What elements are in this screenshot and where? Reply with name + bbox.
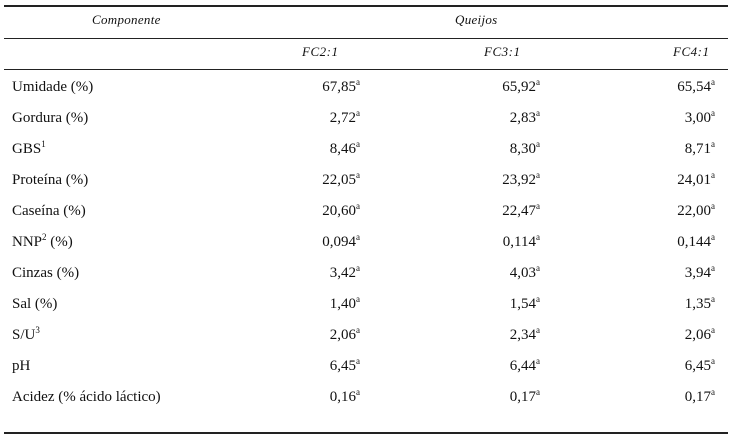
cell-value [685,141,715,158]
significance-letter: a [536,170,540,180]
significance-letter: a [711,387,715,397]
cell-value [510,141,540,158]
cell-value [685,265,715,282]
cell-value [330,358,360,375]
cell-number: 0,114 [502,234,536,250]
row-label [12,141,46,158]
row-label-text: S/U [12,327,36,343]
cell-value [330,141,360,158]
cell-number: 6,44 [509,358,536,374]
significance-letter: a [711,325,715,335]
row-label-suffix: (%) [46,234,73,250]
cell-value [322,234,360,251]
row-label [12,79,93,96]
cell-value [503,234,540,251]
cell-value [502,79,540,96]
footnote-marker: 3 [35,325,40,335]
table-row [0,382,732,413]
cell-value [685,358,715,375]
column-header-rule [4,69,728,70]
table-row [0,320,732,351]
significance-letter: a [356,139,360,149]
cell-value [510,265,540,282]
cell-number: 22,00 [677,203,711,219]
significance-letter: a [356,356,360,366]
significance-letter: a [711,263,715,273]
cell-number: 4,03 [509,265,536,281]
row-label [12,203,86,220]
cell-value [330,389,360,406]
significance-letter: a [711,294,715,304]
significance-letter: a [536,294,540,304]
significance-letter: a [356,77,360,87]
cell-number: 2,72 [329,110,356,126]
component-header: Componente [92,12,161,27]
cell-number: 3,42 [329,265,356,281]
cell-value [502,172,540,189]
cheese-group-header: Queijos [455,12,498,27]
cell-value [510,110,540,127]
cell-number: 8,46 [329,141,356,157]
cell-value [510,327,540,344]
column-header-fc4: FC4:1 [673,44,710,59]
table-row [0,289,732,320]
cell-number: 1,35 [684,296,711,312]
header-rule [4,38,728,39]
cell-value [330,296,360,313]
cell-number: 0,16 [329,389,356,405]
row-label-text: Proteína (%) [12,172,89,188]
cell-number: 0,17 [509,389,536,405]
significance-letter: a [356,108,360,118]
cell-value [510,296,540,313]
significance-letter: a [711,139,715,149]
cell-value [677,79,715,96]
cell-number: 8,71 [684,141,711,157]
row-label-text: Gordura (%) [12,110,89,126]
column-header-fc3: FC3:1 [484,44,521,59]
cell-value [677,234,715,251]
row-label-text: Cinzas (%) [12,265,80,281]
significance-letter: a [711,201,715,211]
table-row [0,258,732,289]
cell-number: 2,06 [329,327,356,343]
cell-value [510,389,540,406]
significance-letter: a [356,170,360,180]
row-label-text: Caseína (%) [12,203,86,219]
significance-letter: a [711,108,715,118]
significance-letter: a [711,232,715,242]
significance-letter: a [711,356,715,366]
significance-letter: a [536,232,540,242]
row-label-text: GBS [12,141,42,157]
row-label [12,296,57,313]
table-row [0,196,732,227]
significance-letter: a [536,77,540,87]
row-label [12,265,79,282]
row-label [12,234,73,251]
significance-letter: a [536,201,540,211]
table-row [0,103,732,134]
significance-letter: a [536,325,540,335]
cell-value [685,296,715,313]
significance-letter: a [536,139,540,149]
footnote-marker: 1 [41,139,46,149]
table-top-rule [4,5,728,7]
cell-number: 8,30 [509,141,536,157]
cell-value [322,79,360,96]
cell-number: 6,45 [684,358,711,374]
cell-number: 65,92 [502,79,536,95]
cell-value [677,172,715,189]
cell-value [322,203,360,220]
cell-value [322,172,360,189]
cell-number: 22,05 [322,172,356,188]
row-label [12,110,88,127]
row-label [12,358,30,375]
cell-number: 22,47 [502,203,536,219]
cell-number: 0,17 [684,389,711,405]
significance-letter: a [536,108,540,118]
table-row [0,227,732,258]
cell-number: 6,45 [329,358,356,374]
cell-number: 1,54 [509,296,536,312]
cell-number: 0,094 [322,234,356,250]
table-row [0,134,732,165]
cell-number: 2,34 [509,327,536,343]
significance-letter: a [711,77,715,87]
cell-number: 3,00 [684,110,711,126]
row-label-text: Acidez (% ácido láctico) [12,389,161,405]
table-row [0,165,732,196]
row-label [12,389,161,406]
row-label-text: Umidade (%) [12,79,94,95]
footnote-marker: 2 [42,232,47,242]
cell-value [330,110,360,127]
row-label-text: Sal (%) [12,296,58,312]
significance-letter: a [356,201,360,211]
row-label [12,172,88,189]
cell-value [685,327,715,344]
table-row [0,351,732,382]
cell-value [685,389,715,406]
cell-number: 2,83 [509,110,536,126]
cell-number: 65,54 [677,79,711,95]
significance-letter: a [356,232,360,242]
significance-letter: a [536,263,540,273]
cell-number: 1,40 [329,296,356,312]
significance-letter: a [711,170,715,180]
row-label-text: NNP [12,234,43,250]
cell-number: 2,06 [684,327,711,343]
cell-number: 23,92 [502,172,536,188]
significance-letter: a [356,325,360,335]
column-header-fc2: FC2:1 [302,44,339,59]
cell-value [677,203,715,220]
row-label-text: pH [12,358,31,374]
cell-number: 3,94 [684,265,711,281]
cell-number: 24,01 [677,172,711,188]
cell-value [502,203,540,220]
significance-letter: a [536,387,540,397]
cell-value [330,265,360,282]
cell-number: 67,85 [322,79,356,95]
significance-letter: a [356,263,360,273]
significance-letter: a [536,356,540,366]
cell-value [510,358,540,375]
significance-letter: a [356,387,360,397]
significance-letter: a [356,294,360,304]
table-bottom-rule [4,432,728,434]
row-label [12,327,40,344]
cell-value [330,327,360,344]
cell-number: 0,144 [677,234,711,250]
cell-number: 20,60 [322,203,356,219]
cell-value [685,110,715,127]
table-row [0,72,732,103]
